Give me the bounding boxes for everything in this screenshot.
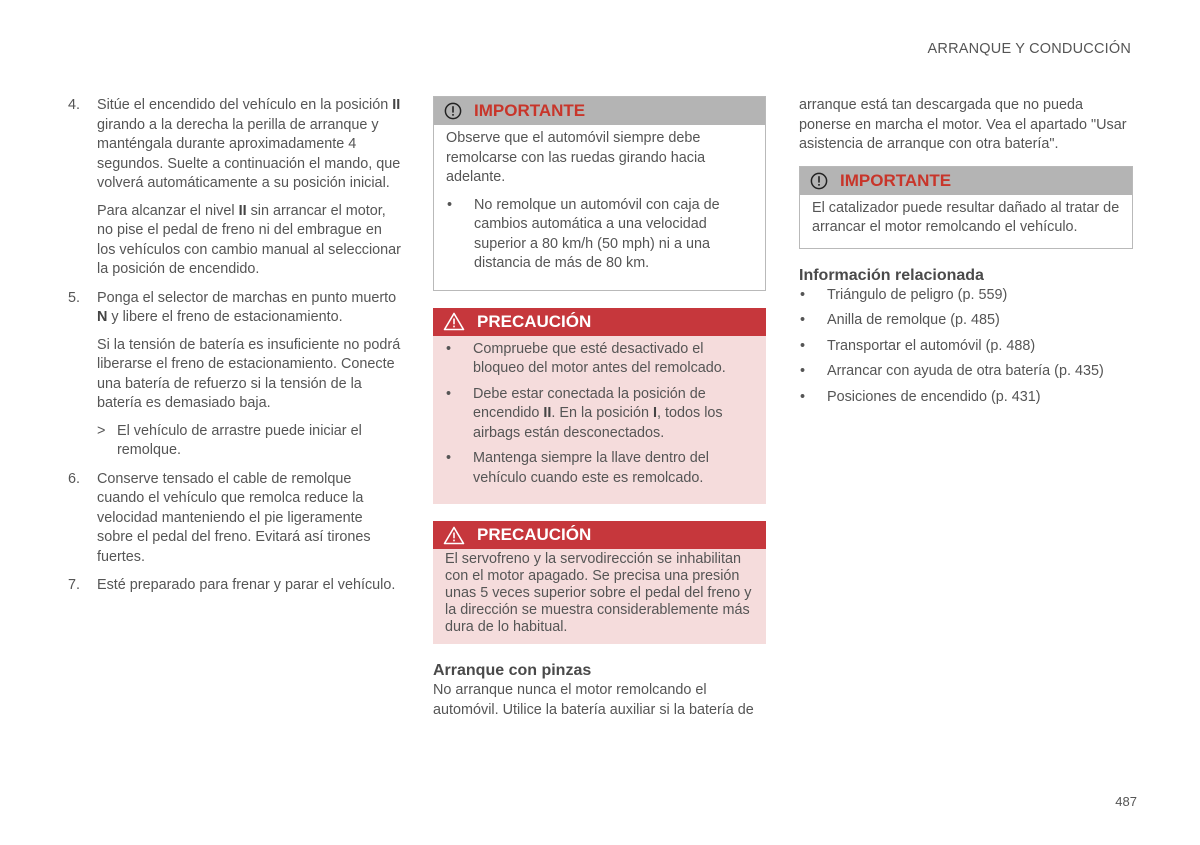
list-item: • Debe estar conectada la posición de encendido II. En la posición I, todos los airbags están desconectados.: [446, 385, 723, 441]
caution-box-title: PRECAUCIÓN: [477, 311, 592, 331]
step-7: [67, 576, 401, 596]
important-box-title: IMPORTANTE: [840, 170, 952, 190]
caution-box-title: PRECAUCIÓN: [477, 525, 592, 545]
section-text: No arranque nunca el motor remolcando el automóvil. Utilice la batería auxiliar si la batería de: [433, 682, 754, 718]
related-link[interactable]: • Posiciones de encendido (p. 431): [800, 388, 1041, 405]
related-link[interactable]: • Triángulo de peligro (p. 559): [800, 286, 1008, 303]
column-right: [799, 96, 1133, 413]
related-link[interactable]: • Arrancar con ayuda de otra batería (p. 435): [800, 363, 1104, 379]
caution-box: [433, 308, 766, 505]
page-header-title: ARRANQUE Y CONDUCCIÓN: [927, 41, 1131, 57]
warning-triangle-icon: [443, 312, 465, 331]
caution-box-header: [433, 521, 766, 549]
caution-box-2: [433, 521, 766, 644]
step-paragraph: Ponga el selector de marchas en punto muerto N y libere el freno de estacionamiento.: [97, 289, 397, 325]
page-number: 487: [1115, 794, 1137, 809]
related-info-heading: Información relacionada: [799, 266, 984, 284]
important-box-title: IMPORTANTE: [474, 101, 586, 121]
list-item: • Mantenga siempre la llave dentro del vehículo cuando este es remolcado.: [446, 450, 709, 486]
column-middle: [433, 96, 766, 720]
related-info-list: [799, 286, 1133, 408]
important-box: [799, 166, 1133, 249]
exclamation-circle-icon: [810, 172, 828, 190]
caution-box-header: [433, 308, 766, 336]
step-6: [67, 470, 401, 568]
result-arrow-icon: >: [97, 422, 106, 439]
step-note: Si la tensión de batería es insuficiente no podrá liberarse el freno de estacionamiento. Conecte una batería de refuerzo si la tensión de la batería es demasiado baja.: [97, 336, 401, 411]
list-item: • Compruebe que esté desactivado el bloqueo del motor antes del remolcado.: [446, 340, 726, 376]
step-5: [67, 289, 401, 461]
important-box-header: [800, 167, 1132, 195]
step-paragraph: Conserve tensado el cable de remolque cuando el vehículo que remolca reduce la velocidad manteniendo el pie ligeramente sobre el pedal del freno. Evitará así tirones fuertes.: [97, 470, 371, 565]
step-result: > El vehículo de arrastre puede iniciar el remolque.: [97, 422, 362, 458]
continued-text: arranque está tan descargada que no pueda ponerse en marcha el motor. Vea el apartado "Usar asistencia de arranque con otra batería".: [799, 97, 1127, 152]
step-paragraph: Esté preparado para frenar y parar el vehículo.: [97, 577, 396, 593]
related-link[interactable]: • Transportar el automóvil (p. 488): [800, 337, 1036, 354]
step-note: Para alcanzar el nivel II sin arrancar el motor, no pise el pedal de freno ni del embrague en los vehículos con cambio manual al seleccionar la posición de encendido.: [97, 202, 401, 277]
step-paragraph: Sitúe el encendido del vehículo en la posición II girando a la derecha la perilla de arranque y manténgala durante aproximadamente 4 segundos. Suelte a continuación el mando, que volverá automáticamente a su posición inicial.: [97, 97, 401, 191]
important-box-body: El catalizador puede resultar dañado al tratar de arrancar el motor remolcando el vehículo.: [800, 195, 1132, 248]
related-link[interactable]: • Anilla de remolque (p. 485): [800, 312, 1000, 328]
step-number: 6.: [68, 470, 81, 487]
caution-box-body: [433, 336, 766, 505]
important-box-body: Observe que el automóvil siempre debe remolcarse con las ruedas girando hacia adelante. • No remolque un automóvil con caja de cambios automática a una velocidad superior a 80 km/h (50 mph) ni a una distancia de más de 80 km.: [434, 125, 765, 290]
warning-triangle-icon: [443, 526, 465, 545]
list-item: • No remolque un automóvil con caja de cambios automática a una velocidad superior a 80 km/h (50 mph) ni a una distancia de más de 80 km.: [447, 196, 720, 271]
step-4: [67, 96, 401, 280]
step-number: 4.: [68, 97, 81, 113]
important-box: [433, 96, 766, 291]
column-left: [67, 96, 401, 605]
section-heading: Arranque con pinzas: [433, 662, 592, 679]
caution-box-body: El servofreno y la servodirección se inhabilitan con el motor apagado. Se precisa una presión unas 5 veces superior sobre el pedal del freno y la dirección se muestra considerablemente más dura de lo habitual.: [433, 549, 766, 644]
step-number: 5.: [68, 289, 81, 306]
important-box-header: [434, 97, 765, 125]
exclamation-circle-icon: [444, 102, 462, 120]
step-number: 7.: [68, 577, 81, 593]
